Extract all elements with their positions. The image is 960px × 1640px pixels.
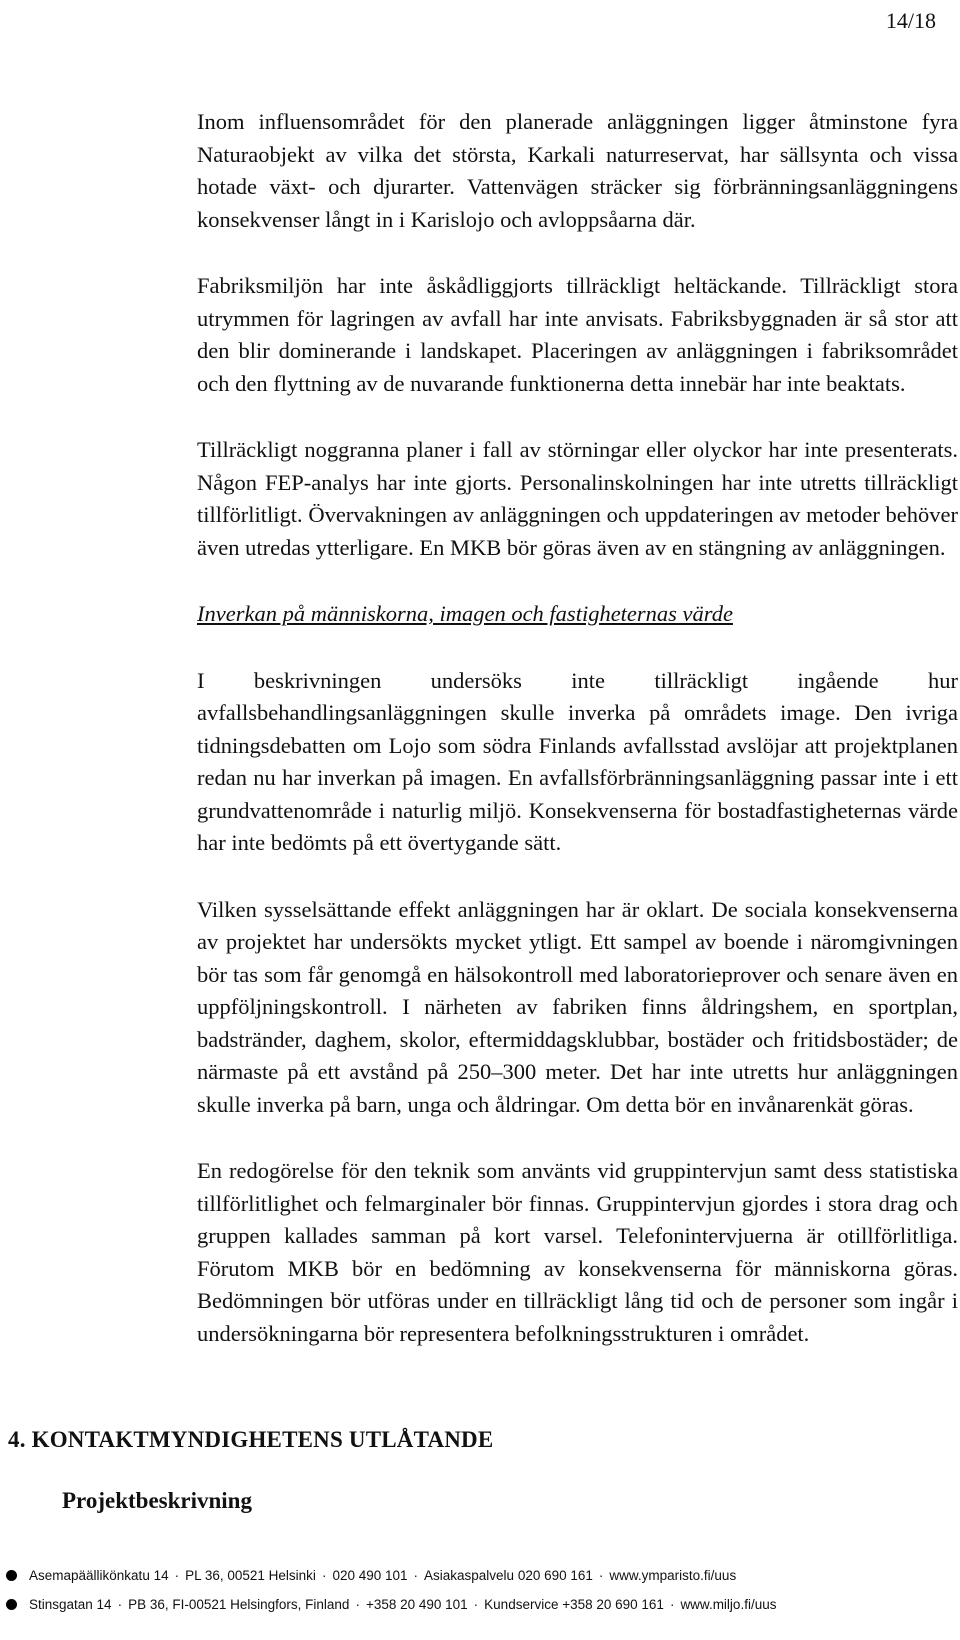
footer-phone: +358 20 490 101 <box>365 1597 468 1612</box>
footer-postbox: PL 36, 00521 Helsinki <box>185 1568 316 1583</box>
footer-address: Asemapäällikönkatu 14 <box>29 1568 169 1583</box>
footer-address: Stinsgatan 14 <box>29 1597 112 1612</box>
paragraph: Fabriksmiljön har inte åskådliggjorts tillräckligt heltäckande. Tillräckligt stora utrymmen för lagringen av avfall har inte anvisats. Fabriksbyggnaden är så stor att den blir dominerande i landskapet. Placeringen av anläggningen i fabriksområdet och den flyttning av de nuvarande funktionerna detta innebär har inte beaktats. <box>197 273 958 396</box>
paragraph: Vilken sysselsättande effekt anläggningen har är oklart. De sociala konsekvenserna av projektet har undersökts mycket ytligt. Ett sampel av boende i näromgivningen bör tas som får genomgå en hälsokontroll med laboratorieprover och senare även en uppföljningskontroll. I närheten av fabriken finns åldringshem, en sportplan, badstränder, daghem, skolor, eftermiddagsklubbar, bostäder och fritidsbostäder; de närmaste på ett avstånd på 250–300 meter. Det har inte utretts hur anläggningen skulle inverka på barn, unga och åldringar. Om detta bör en invånarenkät göras. <box>197 896 958 1117</box>
separator: · <box>473 1597 479 1612</box>
footer-postbox: PB 36, FI-00521 Helsingfors, Finland <box>128 1597 350 1612</box>
body-text <box>197 106 958 1384</box>
paragraph: Tillräckligt noggranna planer i fall av störningar eller olyckor har inte presenterats. Någon FEP-analys har inte gjorts. Personalinskolningen har inte utretts tillräckligt tillförlitligt. Övervakningen av anläggningen och uppdateringen av metoder behöver även utredas ytterligare. En MKB bör göras även av en stängning av anläggningen. <box>197 437 958 560</box>
separator: · <box>174 1568 180 1583</box>
page-number: 14/18 <box>885 8 936 33</box>
footer-website-link[interactable]: www.ymparisto.fi/uus <box>609 1568 737 1583</box>
separator: · <box>321 1568 327 1583</box>
separator: · <box>117 1597 123 1612</box>
paragraph: I beskrivningen undersöks inte tillräckligt ingående hur avfallsbehandlingsanläggningen skulle inverka på områdets image. Den ivriga tidningsdebatten om Lojo som södra Finlands avfallsstad avslöjar att projektplanen redan nu har inverkan på imagen. En avfallsförbränningsanläggning passar inte i ett grundvattenområde i naturlig miljö. Konsekvenserna för bostadfastigheternas värde har inte bedömts på ett övertygande sätt. <box>197 667 958 855</box>
footer-service: Asiakaspalvelu 020 690 161 <box>424 1568 593 1583</box>
paragraph: Inom influensområdet för den planerade anläggningen ligger åtminstone fyra Naturaobjekt av vilka det största, Karkali naturreservat, har sällsynta och vissa hotade växt- och djurarter. Vattenvägen sträcker sig förbränningsanläggningens konsekvenser långt in i Karislojo och avloppsåarna där. <box>197 109 958 232</box>
separator: · <box>355 1597 360 1612</box>
paragraph: En redogörelse för den teknik som använts vid gruppintervjun samt dess statistiska tillförlitlighet och felmarginaler bör finnas. Gruppintervjun gjordes i stora drag och gruppen kallades samman på kort varsel. Telefonintervjuerna är otillförlitliga. Förutom MKB bör en bedömning av konsekvenserna för människorna göras. Bedömningen bör utföras under en tillräckligt lång tid och de personer som ingår i undersökningarna bör representera befolkningsstrukturen i området. <box>197 1158 958 1346</box>
separator: · <box>413 1568 419 1583</box>
bullet-icon <box>6 1599 17 1610</box>
separator: · <box>598 1568 604 1583</box>
footer-phone: 020 490 101 <box>332 1568 408 1583</box>
footer-line-finnish <box>6 1568 736 1583</box>
subsection-heading: Inverkan på människorna, imagen och fastigheternas värde <box>197 601 733 626</box>
section-heading: 4. KONTAKTMYNDIGHETENS UTLÅTANDE <box>8 1427 494 1452</box>
footer-service: Kundservice +358 20 690 161 <box>484 1597 664 1612</box>
bullet-icon <box>6 1570 17 1581</box>
section-subheading: Projektbeskrivning <box>62 1488 252 1513</box>
separator: · <box>669 1597 675 1612</box>
footer-website-link[interactable]: www.miljo.fi/uus <box>680 1597 777 1612</box>
footer-line-swedish <box>6 1597 776 1612</box>
